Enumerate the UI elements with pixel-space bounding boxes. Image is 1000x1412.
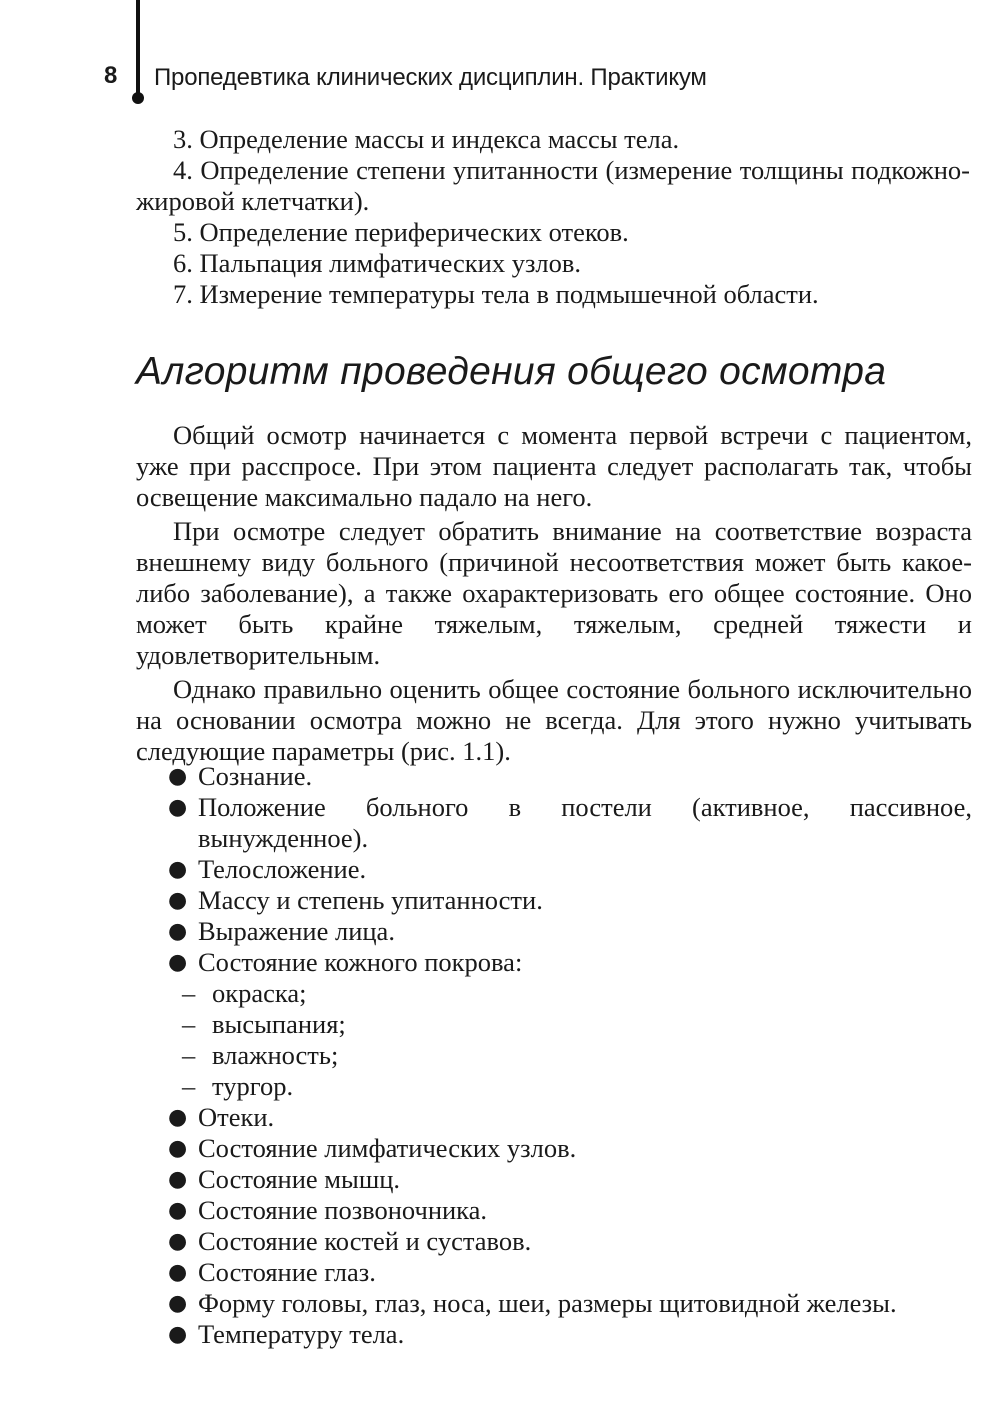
- sub-list-item: [182, 1009, 972, 1040]
- list-item-text: Состояние мышц.: [198, 1164, 401, 1194]
- dash-icon: –: [182, 978, 196, 1008]
- list-item: [168, 1133, 972, 1164]
- bullet-icon: ●: [168, 795, 188, 820]
- bullet-icon: ●: [168, 1322, 188, 1347]
- skin-sublist: [168, 978, 972, 1102]
- list-item-text: Состояние позвоночника.: [198, 1195, 488, 1225]
- bullet-icon: ●: [168, 1260, 188, 1285]
- list-item-text: Сознание.: [198, 761, 313, 791]
- sub-list-item: [182, 978, 972, 1009]
- list-item-text: Состояние костей и суставов.: [198, 1226, 532, 1256]
- list-item: [168, 1226, 972, 1257]
- dash-icon: –: [182, 1040, 196, 1070]
- bullet-icon: ●: [168, 857, 188, 882]
- list-item-text: Положение больного в постели (активное, пассивное, вынужденное).: [198, 792, 972, 853]
- body-paragraphs: [136, 420, 972, 770]
- list-item-text: Выражение лица.: [198, 916, 395, 946]
- header-vertical-rule: [136, 0, 140, 98]
- list-item: [168, 947, 972, 978]
- bullet-icon: ●: [168, 950, 188, 975]
- list-item-text: Состояние кожного покрова:: [198, 947, 523, 977]
- list-item: [168, 1195, 972, 1226]
- list-item: [168, 916, 972, 947]
- list-item: [168, 792, 972, 854]
- sub-list-item-text: влажность;: [212, 1040, 339, 1070]
- paragraph: При осмотре следует обратить внимание на соответствие возраста внешнему виду больного (причиной несоответствия может быть какое-либо заболевание), а также охарактеризовать его общее состояние. Оно может быть крайне тяжелым, тяжелым, средней тяжести и удовлетворительным.: [136, 516, 972, 670]
- list-item: [168, 1102, 972, 1133]
- sub-list-item: [182, 1040, 972, 1071]
- list-item-text: Массу и степень упитанности.: [198, 885, 543, 915]
- numbered-list: [136, 124, 970, 310]
- numbered-item: 7. Измерение температуры тела в подмышечной области.: [173, 279, 819, 309]
- bullet-icon: ●: [168, 919, 188, 944]
- bullet-icon: ●: [168, 764, 188, 789]
- page-number: 8: [104, 62, 118, 89]
- parameters-list: [168, 761, 972, 1350]
- dash-icon: –: [182, 1009, 196, 1039]
- sub-list-item-text: тургор.: [212, 1071, 294, 1101]
- numbered-item: 5. Определение периферических отеков.: [173, 217, 629, 247]
- list-item: [168, 885, 972, 916]
- list-item: [168, 1257, 972, 1288]
- list-item: [168, 1288, 972, 1319]
- list-item-text: Температуру тела.: [198, 1319, 405, 1349]
- list-item-text: Состояние лимфатических узлов.: [198, 1133, 577, 1163]
- sub-list-item: [182, 1071, 972, 1102]
- list-item: [168, 854, 972, 885]
- paragraph: Общий осмотр начинается с момента первой встречи с пациентом, уже при расспросе. При этом пациента следует располагать так, чтобы освещение максимально падало на него.: [136, 420, 972, 512]
- bullet-icon: ●: [168, 1229, 188, 1254]
- numbered-item: 4. Определение степени упитанности (измерение толщины подкожно-жировой клетчатки).: [136, 155, 970, 216]
- bullet-icon: ●: [168, 1105, 188, 1130]
- sub-list-item-text: высыпания;: [212, 1009, 346, 1039]
- bullet-icon: ●: [168, 1291, 188, 1316]
- list-item: [168, 761, 972, 792]
- section-title: Алгоритм проведения общего осмотра: [136, 350, 887, 393]
- sub-list-item-text: окраска;: [212, 978, 307, 1008]
- numbered-item: 6. Пальпация лимфатических узлов.: [173, 248, 582, 278]
- list-item-text: Форму головы, глаз, носа, шеи, размеры щитовидной железы.: [198, 1288, 897, 1318]
- bullet-icon: ●: [168, 888, 188, 913]
- list-item-text: Состояние глаз.: [198, 1257, 376, 1287]
- list-item: [168, 1319, 972, 1350]
- paragraph: Однако правильно оценить общее состояние больного исключительно на основании осмотра можно не всегда. Для этого нужно учитывать следующие параметры (рис. 1.1).: [136, 674, 972, 766]
- numbered-item: 3. Определение массы и индекса массы тела.: [173, 124, 680, 154]
- bullet-icon: ●: [168, 1198, 188, 1223]
- running-title: Пропедевтика клинических дисциплин. Практикум: [154, 64, 707, 91]
- dash-icon: –: [182, 1071, 196, 1101]
- list-item-text: Телосложение.: [198, 854, 367, 884]
- header-rule-dot: [132, 92, 144, 104]
- bullet-icon: ●: [168, 1167, 188, 1192]
- list-item-text: Отеки.: [198, 1102, 275, 1132]
- bullet-icon: ●: [168, 1136, 188, 1161]
- list-item: [168, 1164, 972, 1195]
